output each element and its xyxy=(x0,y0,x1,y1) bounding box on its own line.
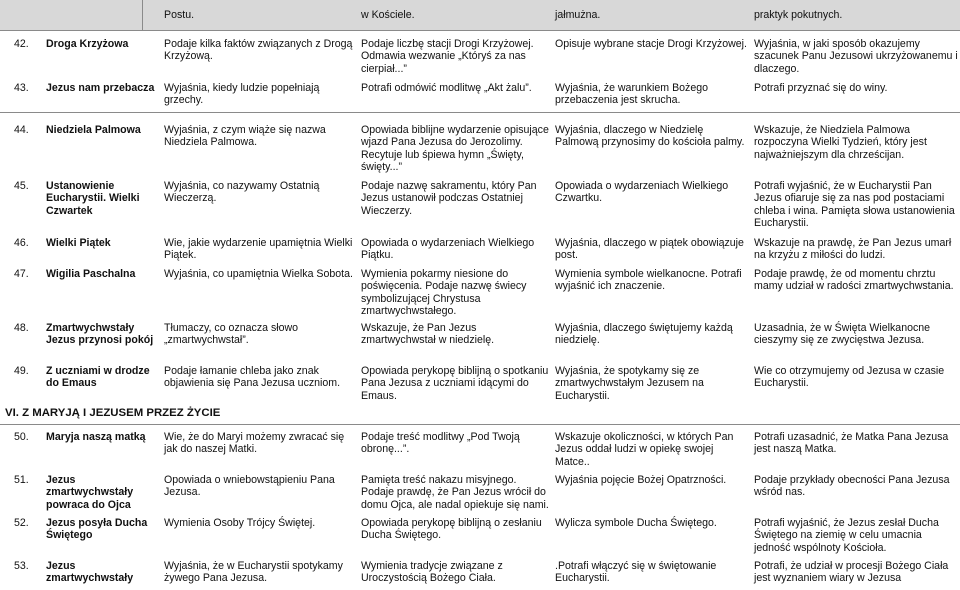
top-cell-3: jałmużna. xyxy=(555,9,601,21)
requirement-basic: Opowiada o wniebowstąpieniu Pana Jezusa. xyxy=(164,474,335,499)
lesson-number: 47. xyxy=(14,268,29,280)
requirement-full: Wskazuje na prawdę, że Pan Jezus umarł na krzyżu z miłości do ludzi. xyxy=(754,237,952,262)
lesson-number: 49. xyxy=(14,365,29,377)
requirement-full: Potrafi, że udział w procesji Bożego Ciała jest wyznaniem wiary w Jezusa xyxy=(754,560,949,585)
requirement-full: Uzasadnia, że w Święta Wielkanocne cieszymy się ze zwycięstwa Jezusa. xyxy=(754,322,931,347)
lesson-number: 50. xyxy=(14,431,29,443)
requirement-full: Wskazuje, że Niedziela Palmowa rozpoczyna Wielki Tydzień, który jest najważniejszym dla chrześcijan. xyxy=(754,124,927,161)
lesson-number: 42. xyxy=(14,38,29,50)
row-divider xyxy=(0,112,960,113)
lesson-title: Wielki Piątek xyxy=(46,237,111,249)
requirement-advanced: Wskazuje okoliczności, w których Pan Jezus oddał ludzi w opiekę swojej Matce.. xyxy=(555,431,734,468)
lesson-title: Droga Krzyżowa xyxy=(46,38,129,50)
top-cell-1: Postu. xyxy=(164,9,195,21)
requirement-advanced: Wyjaśnia, dlaczego świętujemy każdą niedzielę. xyxy=(555,322,733,347)
lesson-number: 53. xyxy=(14,560,29,572)
lesson-number: 43. xyxy=(14,82,29,94)
lesson-title: Wigilia Paschalna xyxy=(46,268,136,280)
lesson-title: Jezus nam przebacza xyxy=(46,82,155,94)
requirement-extended: Wymienia pokarmy niesione do poświęcenia. Podaje nazwę świecy symbolizującej Chrystusa zmartwychwstałego. xyxy=(361,268,527,318)
requirement-extended: Potrafi odmówić modlitwę „Akt żalu”. xyxy=(361,82,532,94)
requirement-advanced: Wymienia symbole wielkanocne. Potrafi wyjaśnić ich znaczenie. xyxy=(555,268,742,293)
requirement-basic: Wymienia Osoby Trójcy Świętej. xyxy=(164,517,316,529)
lesson-title: Jezus posyła Ducha Świętego xyxy=(46,517,148,542)
requirement-extended: Podaje liczbę stacji Drogi Krzyżowej. Odmawia wezwanie „Któryś za nas cierpiał...” xyxy=(361,38,534,75)
requirement-extended: Podaje nazwę sakramentu, który Pan Jezus ustanowił podczas Ostatniej Wieczerzy. xyxy=(361,180,537,217)
requirement-full: Podaje prawdę, że od momentu chrztu mamy udział w radości zmartwychwstania. xyxy=(754,268,954,293)
requirement-full: Wyjaśnia, w jaki sposób okazujemy szacunek Panu Jezusowi ukrzyżowanemu i dlaczego. xyxy=(754,38,958,75)
requirement-full: Potrafi uzasadnić, że Matka Pana Jezusa jest naszą Matka. xyxy=(754,431,949,456)
lesson-title: Z uczniami w drodze do Emaus xyxy=(46,365,150,390)
requirement-basic: Wie, że do Maryi możemy zwracać się jak do naszej Matki. xyxy=(164,431,345,456)
requirement-extended: Podaje treść modlitwy „Pod Twoją obronę...”. xyxy=(361,431,520,456)
lesson-title: Ustanowienie Eucharystii. Wielki Czwartek xyxy=(46,180,140,217)
requirement-advanced: Wyjaśnia, dlaczego w piątek obowiązuje post. xyxy=(555,237,744,262)
requirement-advanced: Wyjaśnia pojęcie Bożej Opatrzności. xyxy=(555,474,727,486)
row-divider xyxy=(0,424,960,425)
lesson-number: 44. xyxy=(14,124,29,136)
lesson-title: Zmartwychwstały Jezus przynosi pokój xyxy=(46,322,154,347)
requirement-extended: Wskazuje, że Pan Jezus zmartwychwstał w niedzielę. xyxy=(361,322,495,347)
requirement-basic: Wyjaśnia, co upamiętnia Wielka Sobota. xyxy=(164,268,353,280)
requirement-extended: Opowiada perykopę biblijną o spotkaniu Pana Jezusa z uczniami idącymi do Emaus. xyxy=(361,365,549,402)
requirement-full: Potrafi wyjaśnić, że Jezus zesłał Ducha Świętego na ziemię w celu umacnia jedność wspólnoty Kościoła. xyxy=(754,517,939,554)
requirement-basic: Wyjaśnia, co nazywamy Ostatnią Wieczerzą. xyxy=(164,180,320,205)
lesson-number: 46. xyxy=(14,237,29,249)
requirement-basic: Podaje łamanie chleba jako znak objawienia się Pana Jezusa uczniom. xyxy=(164,365,341,390)
requirement-full: Potrafi przyznać się do winy. xyxy=(754,82,888,94)
requirement-extended: Opowiada o wydarzeniach Wielkiego Piątku. xyxy=(361,237,535,262)
divider xyxy=(142,0,143,30)
requirement-advanced: Wylicza symbole Ducha Świętego. xyxy=(555,517,717,529)
requirement-advanced: Wyjaśnia, że warunkiem Bożego przebaczenia jest skrucha. xyxy=(555,82,708,107)
requirement-extended: Opowiada perykopę biblijną o zesłaniu Ducha Świętego. xyxy=(361,517,542,542)
lesson-number: 48. xyxy=(14,322,29,334)
requirement-advanced: Wyjaśnia, że spotykamy się ze zmartwychwstałym Jezusem na Eucharystii. xyxy=(555,365,704,402)
lesson-title: Niedziela Palmowa xyxy=(46,124,141,136)
lesson-title: Jezus zmartwychwstały powraca do Ojca xyxy=(46,474,134,511)
requirement-advanced: Opisuje wybrane stacje Drogi Krzyżowej. xyxy=(555,38,747,50)
requirement-basic: Podaje kilka faktów związanych z Drogą Krzyżową. xyxy=(164,38,353,63)
section-header: VI. Z MARYJĄ I JEZUSEM PRZEZ ŻYCIE xyxy=(5,407,221,419)
row-divider xyxy=(0,30,960,31)
requirement-basic: Tłumaczy, co oznacza słowo „zmartwychwstał”. xyxy=(164,322,299,347)
requirement-full: Podaje przykłady obecności Pana Jezusa wśród nas. xyxy=(754,474,950,499)
requirement-advanced: Wyjaśnia, dlaczego w Niedzielę Palmową przynosimy do kościoła palmy. xyxy=(555,124,745,149)
lesson-title: Maryja naszą matką xyxy=(46,431,146,443)
lesson-number: 52. xyxy=(14,517,29,529)
requirement-advanced: Opowiada o wydarzeniach Wielkiego Czwartku. xyxy=(555,180,729,205)
lesson-number: 51. xyxy=(14,474,29,486)
requirement-basic: Wyjaśnia, z czym wiąże się nazwa Niedziela Palmowa. xyxy=(164,124,326,149)
requirement-extended: Opowiada biblijne wydarzenie opisujące wjazd Pana Jezusa do Jerozolimy. Recytuje lub śpiewa hymn „Święty, święty...” xyxy=(361,124,549,174)
top-cell-2: w Kościele. xyxy=(361,9,415,21)
requirement-basic: Wyjaśnia, że w Eucharystii spotykamy żywego Pana Jezusa. xyxy=(164,560,343,585)
requirement-extended: Pamięta treść nakazu misyjnego. Podaje prawdę, że Pan Jezus wrócił do domu Ojca, ale nadal opiekuje się nami. xyxy=(361,474,549,511)
requirement-full: Potrafi wyjaśnić, że w Eucharystii Pan Jezus ofiaruje się za nas pod postaciami chleba i wina. Pamięta słowa ustanowienia Eucharystii. xyxy=(754,180,955,230)
requirement-full: Wie co otrzymujemy od Jezusa w czasie Eucharystii. xyxy=(754,365,945,390)
lesson-title: Jezus zmartwychwstały xyxy=(46,560,134,585)
requirement-basic: Wie, jakie wydarzenie upamiętnia Wielki Piątek. xyxy=(164,237,353,262)
lesson-number: 45. xyxy=(14,180,29,192)
requirement-extended: Wymienia tradycje związane z Uroczystością Bożego Ciała. xyxy=(361,560,503,585)
requirement-basic: Wyjaśnia, kiedy ludzie popełniają grzechy. xyxy=(164,82,320,107)
top-cell-4: praktyk pokutnych. xyxy=(754,9,843,21)
requirement-advanced: .Potrafi włączyć się w świętowanie Eucharystii. xyxy=(555,560,717,585)
